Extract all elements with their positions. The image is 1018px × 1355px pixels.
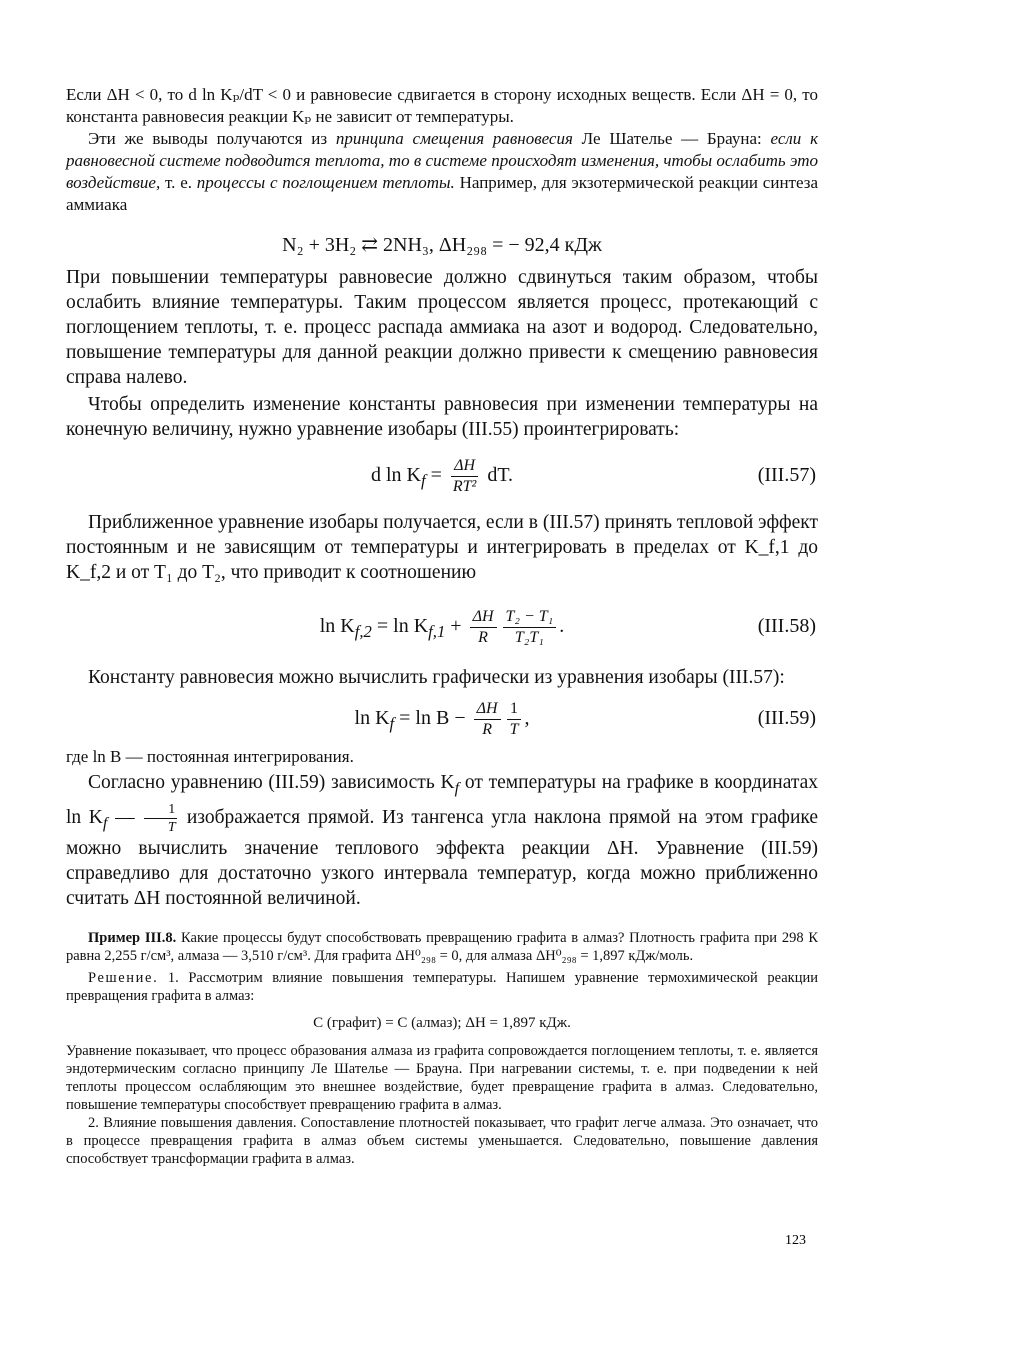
numerator: 1	[507, 699, 521, 720]
example-paragraph	[66, 929, 818, 965]
text-sub: f	[102, 813, 108, 832]
inline-fraction	[144, 801, 177, 836]
eq-text: d ln K	[370, 464, 421, 486]
equation-label: (III.59)	[757, 707, 816, 729]
denominator: T	[167, 819, 176, 835]
eq-text: = ln K	[371, 615, 429, 637]
eq-sub: f	[389, 714, 395, 733]
denominator: R	[478, 628, 488, 646]
numerator: T₂ − T₁	[503, 607, 557, 628]
equation-iii-57	[66, 452, 818, 498]
solution-paragraph-3: 2. Влияние повышения давления. Сопоставление плотностей показывает, что графит легче алмаза. Это означает, что в процессе превращения графита в алмаз объем системы уменьшается. Следовательно, повышение давления способствует трансформации графита в алмаз.	[66, 1114, 818, 1167]
equation-label: (III.58)	[757, 615, 816, 637]
numerator: 1	[144, 801, 177, 819]
paragraph-5: Приближенное уравнение изобары получается, если в (III.57) принять тепловой эффект постоянным и не зависящим от температуры и интегрировать в пределах от K_f,1 до K_f,2 и от T₁ до T₂, что приводит к соотношению	[66, 512, 818, 583]
eq-sub: f	[420, 471, 426, 490]
numerator: ΔH	[474, 699, 501, 720]
eq-text: = ln B −	[394, 707, 471, 729]
text-italic: принципа смещения равновесия	[335, 129, 573, 148]
paragraph-1: Если ΔH < 0, то d ln Kₚ/dT < 0 и равновесие сдвигается в сторону исходных веществ. Если ΔH = 0, то константа равновесия реакции Kₚ не зависит от температуры.	[66, 85, 818, 126]
paragraph-6: Константу равновесия можно вычислить графически из уравнения изобары (III.57):	[88, 667, 785, 688]
page-number: 123	[785, 1233, 806, 1248]
example-heading: Пример III.8.	[88, 929, 177, 946]
equation-ammonia: N₂ + 3H₂ ⇄ 2NH₃, ΔH₂₉₈ = − 92,4 кДж	[282, 234, 602, 256]
fraction	[470, 607, 497, 648]
equation-iii-59	[66, 694, 818, 742]
fraction	[507, 699, 522, 740]
text-italic: если к равновесной системе подводится теплота, то в системе происходят изменения, чтобы ослабить это воздействие,	[66, 129, 819, 192]
text: т. е.	[160, 173, 197, 192]
eq-text: ln K	[354, 707, 390, 729]
text: Ле Шателье — Брауна:	[572, 129, 771, 148]
solution-heading: Решение.	[88, 969, 159, 986]
eq-sub: f,1	[428, 622, 446, 641]
eq-text: ,	[524, 707, 530, 729]
paragraph-2	[66, 128, 818, 216]
text: изображается прямой. Из тангенса угла наклона прямой на этом графике можно вычислить значение теплового эффекта реакции ΔH. Уравнение (III.59) справедливо для достаточно узкого интервала температур, когда можно приближенно считать ΔH постоянной величиной.	[66, 806, 819, 909]
text: Какие процессы будут способствовать превращению графита в алмаз? Плотность графита при 298 К равна 2,255 г/см³, алмаза — 3,510 г/см³. Для графита ΔH⁰₂₉₈ = 0, для алмаза ΔH⁰₂₉₈ = 1,897 кДж/моль.	[66, 929, 819, 964]
paragraph-8	[66, 770, 818, 911]
solution-paragraph-2: Уравнение показывает, что процесс образования алмаза из графита сопровождается поглощением теплоты, т. е. является эндотермическим согласно принципу Ле Шателье — Брауна. При нагревании системы, т. е. при подведении к ней теплоты процессом ослабляющим это внешнее воздействие, будет превращение графита в алмаз. Следовательно, повышение температуры способствует превращению графита в алмаз.	[66, 1042, 818, 1113]
text: —	[107, 806, 143, 828]
equation-graphite: C (графит) = C (алмаз); ΔH = 1,897 кДж.	[313, 1014, 571, 1031]
eq-text: dT.	[482, 464, 514, 486]
equation-iii-58	[66, 601, 818, 651]
text: Например, для экзотермической реакции синтеза аммиака	[66, 173, 818, 214]
paragraph-4: Чтобы определить изменение константы равновесия при изменении температуры на конечную величину, нужно уравнение изобары (III.55) проинтегрировать:	[66, 394, 818, 440]
paragraph-3: При повышении температуры равновесие должно сдвинуться таким образом, чтобы ослабить влияние температуры. Таким процессом является процесс, протекающий с поглощением теплоты, т. е. процесс распада аммиака на азот и водород. Следовательно, повышение температуры для данной реакции должно привести к смещению равновесия справа налево.	[66, 267, 818, 388]
eq-text: =	[425, 464, 447, 486]
denominator: R	[482, 720, 492, 738]
page-body	[66, 84, 818, 1168]
eq-sub: f,2	[354, 622, 372, 641]
numerator: ΔH	[451, 456, 478, 477]
denominator: T₂T₁	[514, 628, 544, 646]
equation-label: (III.57)	[757, 464, 816, 486]
text: 1. Рассмотрим влияние повышения температуры. Напишем уравнение термохимической реакции превращения графита в алмаз:	[66, 969, 818, 1004]
fraction	[450, 456, 479, 497]
eq-text: .	[559, 615, 565, 637]
eq-text: ln K	[319, 615, 355, 637]
text: от температуры на графике в координатах ln K	[66, 772, 819, 828]
fraction	[503, 607, 557, 648]
text-italic: процессы с поглощением теплоты.	[196, 173, 455, 192]
numerator: ΔH	[470, 607, 497, 628]
denominator: RT²	[452, 477, 477, 495]
text: Эти же выводы получаются из	[88, 129, 336, 148]
text-sub: f	[454, 778, 460, 797]
paragraph-7: где ln B — постоянная интегрирования.	[66, 747, 354, 766]
solution-paragraph	[66, 969, 818, 1005]
text: Согласно уравнению (III.59) зависимость K	[88, 772, 455, 793]
denominator: T	[509, 720, 519, 738]
eq-text: +	[445, 615, 467, 637]
fraction	[474, 699, 501, 740]
